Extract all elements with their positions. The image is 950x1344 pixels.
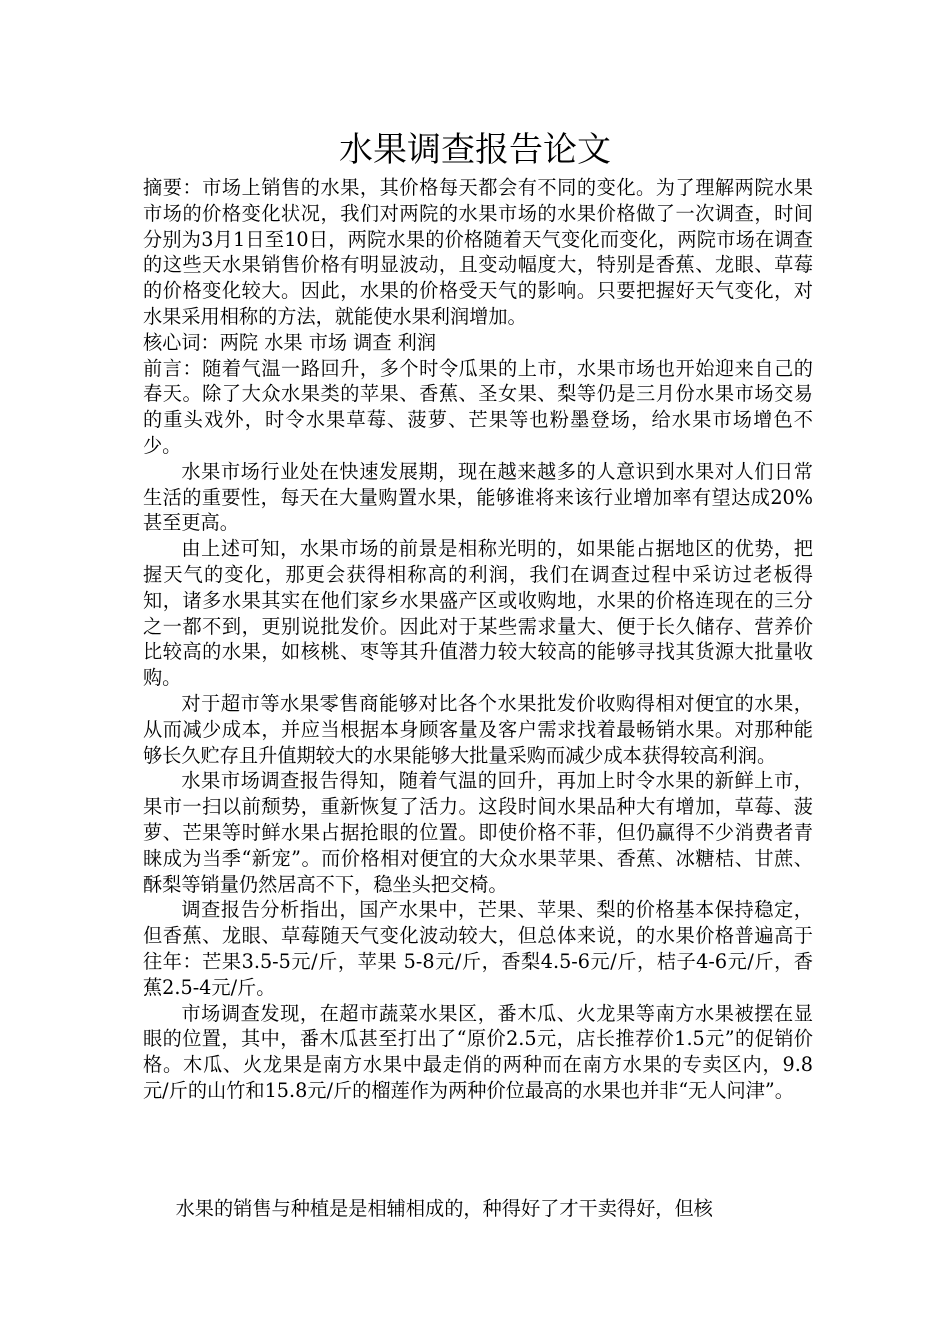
abstract-paragraph: 摘要：市场上销售的水果，其价格每天都会有不同的变化。为了理解两院水果市场的价格变化状况，我们对两院的水果市场的水果价格做了一次调查，时间分别为3月1日至10日，两院水果的价格随着天气变化而变化，两院市场在调查的这些天水果销售价格有明显波动，且变动幅度大，特别是香蕉、龙眼、草莓的价格变化较大。因此，水果的价格受天气的影响。只要把握好天气变化，对水果采用相称的方法，就能使水果利润增加。 [143,176,813,328]
body-paragraph: 对于超市等水果零售商能够对比各个水果批发价收购得相对便宜的水果，从而减少成本，并应当根据本身顾客量及客户需求找着最畅销水果。对那种能够长久贮存且升值期较大的水果能够大批量采购而减少成本获得较高利润。 [143,691,813,767]
keywords-line: 核心词：两院 水果 市场 调查 利润 [143,330,437,354]
page-title: 水果调查报告论文 [339,130,611,170]
tail-paragraph: 水果的销售与种植是是相辅相成的，种得好了才干卖得好，但核 [175,1197,713,1220]
preface-paragraph: 前言：随着气温一路回升，多个时令瓜果的上市，水果市场也开始迎来自己的春天。除了大众水果类的苹果、香蕉、圣女果、梨等仍是三月份水果市场交易的重头戏外，时令水果草莓、菠萝、芒果等也粉墨登场，给水果市场增色不少。 [143,356,813,457]
document-body [143,175,813,1104]
body-paragraph: 由上述可知，水果市场的前景是相称光明的，如果能占据地区的优势，把握天气的变化，那更会获得相称高的利润，我们在调查过程中采访过老板得知，诸多水果其实在他们家乡水果盛产区或收购地，水果的价格连现在的三分之一都不到，更别说批发价。因此对于某些需求量大、便于长久储存、营养价比较高的水果，如核桃、枣等其升值潜力较大较高的能够寻找其货源大批量收购。 [143,537,813,690]
body-paragraph: 调查报告分析指出，国产水果中，芒果、苹果、梨的价格基本保持稳定，但香蕉、龙眼、草莓随天气变化波动较大，但总体来说，的水果价格普遍高于往年：芒果3.5-5元/斤，苹果 5-8元/斤，香梨4.5-6元/斤，桔子4-6元/斤，香蕉2.5-4元/斤。 [143,898,813,999]
body-paragraph: 市场调查发现，在超市蔬菜水果区，番木瓜、火龙果等南方水果被摆在显眼的位置，其中，番木瓜甚至打出了“原价2.5元，店长推荐价1.5元”的促销价格。木瓜、火龙果是南方水果中最走俏的两种而在南方水果的专卖区内，9.8元/斤的山竹和15.8元/斤的榴莲作为两种价位最高的水果也并非“无人问津”。 [143,1001,813,1102]
body-paragraph: 水果市场调查报告得知，随着气温的回升，再加上时令水果的新鲜上市，果市一扫以前颓势，重新恢复了活力。这段时间水果品种大有增加，草莓、菠萝、芒果等时鲜水果占据抢眼的位置。即使价格不菲，但仍赢得不少消费者青睐成为当季“新宠”。而价格相对便宜的大众水果苹果、香蕉、冰糖桔、甘蔗、酥梨等销量仍然居高不下，稳坐头把交椅。 [143,769,813,896]
body-paragraph: 水果市场行业处在快速发展期，现在越来越多的人意识到水果对人们日常生活的重要性，每天在大量购置水果，能够谁将来该行业增加率有望达成20%甚至更高。 [143,459,813,535]
